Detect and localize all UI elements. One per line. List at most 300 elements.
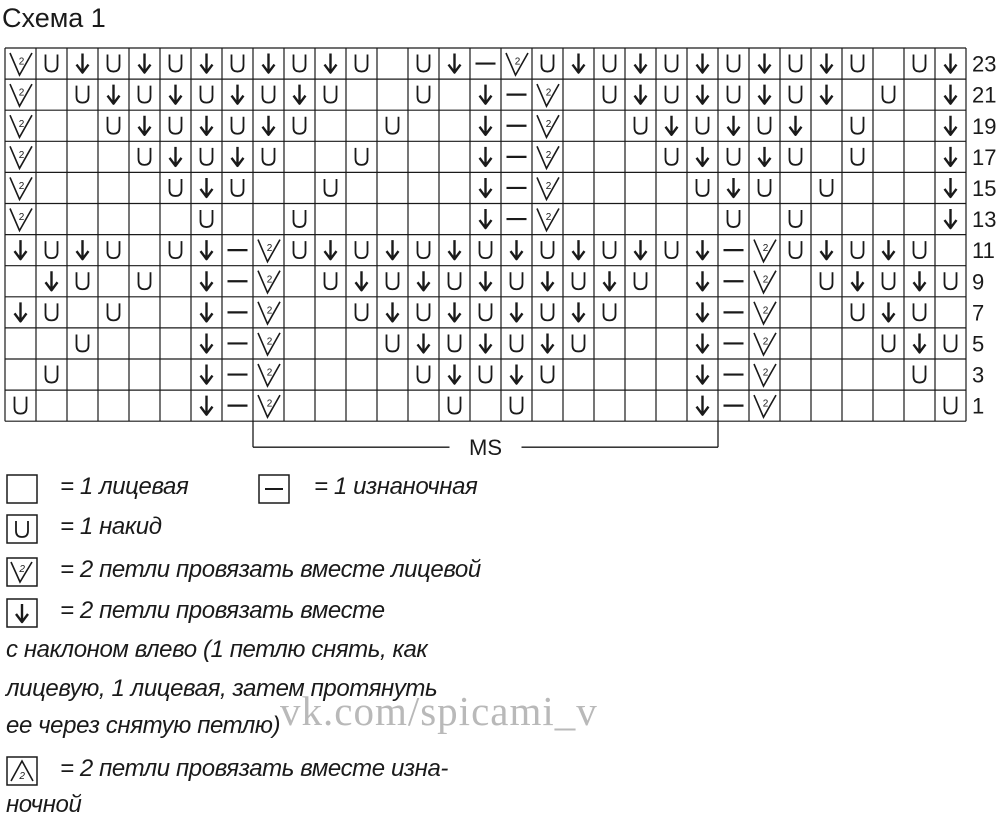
chart-cell	[511, 302, 523, 321]
chart-cell	[754, 364, 776, 386]
yarn-over-icon	[418, 366, 430, 383]
yarn-over-icon	[914, 55, 926, 72]
chart-cell	[666, 55, 678, 72]
yarn-over-icon	[356, 303, 368, 320]
chart-cell	[506, 53, 528, 75]
ssk-icon	[697, 365, 709, 384]
chart-cell	[263, 116, 275, 135]
ssk-icon	[852, 271, 864, 290]
yarn-over-icon	[883, 334, 895, 351]
yarn-over-icon	[356, 55, 368, 72]
chart-cell	[821, 85, 833, 104]
yarn-over-icon	[821, 179, 833, 196]
chart-cell	[759, 85, 771, 104]
chart-cell	[945, 272, 957, 289]
ssk-icon	[697, 271, 709, 290]
legend-ssk-text-4: ее через снятую петлю)	[6, 712, 281, 739]
chart-cell	[697, 117, 709, 134]
ssk-icon	[387, 302, 399, 321]
ssk-icon	[759, 85, 771, 104]
chart-cell	[697, 365, 709, 384]
chart-cell	[666, 86, 678, 103]
ssk-icon	[232, 85, 244, 104]
yarn-over-icon	[108, 55, 120, 72]
chart-cell	[201, 86, 213, 103]
chart-cell	[759, 179, 771, 196]
legend-ssk-text-3: лицевую, 1 лицевая, затем протянуть	[6, 675, 438, 702]
yarn-over-icon	[635, 117, 647, 134]
k2tog-number: 2	[18, 56, 25, 68]
ssk-icon	[480, 178, 492, 197]
chart-row-19	[10, 115, 957, 137]
k2tog-number: 2	[762, 336, 769, 348]
legend-knit-text: = 1 лицевая	[60, 473, 189, 500]
yarn-over-icon	[294, 117, 306, 134]
repeat-bracket	[253, 421, 718, 460]
chart-cell	[263, 148, 275, 165]
k2tog-number: 2	[18, 180, 25, 192]
chart-cell	[139, 54, 151, 73]
k2tog-number: 2	[762, 367, 769, 379]
ssk-icon	[945, 209, 957, 228]
yarn-over-icon	[387, 334, 399, 351]
yarn-over-icon	[945, 272, 957, 289]
ssk-icon	[263, 116, 275, 135]
chart-cell	[480, 303, 492, 320]
chart-cell	[542, 333, 554, 352]
yarn-over-icon	[418, 86, 430, 103]
yarn-over-icon	[542, 241, 554, 258]
watermark: vk.com/spicami_v	[280, 688, 598, 734]
yarn-over-icon	[294, 55, 306, 72]
yarn-over-icon	[201, 210, 213, 227]
row-number-label: 17	[972, 144, 997, 170]
chart-row-13	[10, 209, 957, 231]
yarn-over-icon	[666, 86, 678, 103]
yarn-over-icon	[449, 272, 461, 289]
ssk-icon	[821, 54, 833, 73]
yarn-over-icon	[883, 272, 895, 289]
chart-row-17	[10, 146, 957, 168]
chart-cell	[604, 303, 616, 320]
chart-row-21	[10, 84, 957, 106]
ssk-icon	[77, 240, 89, 259]
yarn-over-icon	[790, 210, 802, 227]
chart-cell	[852, 303, 864, 320]
yarn-over-icon	[325, 272, 337, 289]
chart-cell	[480, 209, 492, 228]
chart-cell	[754, 271, 776, 293]
chart-cell	[821, 179, 833, 196]
yarn-over-icon	[480, 366, 492, 383]
ssk-icon	[821, 85, 833, 104]
ssk-icon	[511, 240, 523, 259]
yarn-over-icon	[170, 117, 182, 134]
chart-cell	[449, 302, 461, 321]
yarn-over-icon	[139, 272, 151, 289]
yarn-over-icon	[46, 366, 58, 383]
yarn-over-icon	[666, 241, 678, 258]
chart-cell	[883, 272, 895, 289]
chart-cell	[697, 240, 709, 259]
yarn-over-icon	[387, 272, 399, 289]
chart-cell	[263, 54, 275, 73]
chart-cell	[754, 333, 776, 355]
ssk-icon	[542, 271, 554, 290]
k2tog-number: 2	[545, 180, 552, 192]
yarn-over-icon	[108, 303, 120, 320]
yarn-over-icon	[449, 397, 461, 414]
chart-cell	[449, 334, 461, 351]
yarn-over-icon	[542, 366, 554, 383]
k2tog-number: 2	[266, 274, 273, 286]
chart-cell	[537, 84, 559, 106]
yarn-over-icon	[883, 86, 895, 103]
ssk-icon	[728, 116, 740, 135]
chart-cell	[77, 54, 89, 73]
yarn-over-symbol-icon	[6, 514, 38, 544]
chart-cell	[542, 55, 554, 72]
chart-cell	[852, 241, 864, 258]
chart-cell	[170, 147, 182, 166]
chart-cell	[511, 334, 523, 351]
ssk-icon	[325, 240, 337, 259]
chart-cell	[77, 272, 89, 289]
chart-cell	[604, 271, 616, 290]
k2tog-number: 2	[762, 305, 769, 317]
chart-cell	[356, 303, 368, 320]
ssk-icon	[697, 85, 709, 104]
chart-cell	[10, 84, 32, 106]
chart-cell	[635, 240, 647, 259]
chart-cell	[449, 240, 461, 259]
chart-cell	[511, 272, 523, 289]
row-number-label: 11	[972, 238, 995, 264]
yarn-over-icon	[511, 272, 523, 289]
chart-cell	[418, 55, 430, 72]
chart-cell	[201, 178, 213, 197]
ssk-icon	[201, 302, 213, 321]
ssk-icon	[883, 240, 895, 259]
yarn-over-icon	[542, 55, 554, 72]
ssk-icon	[201, 333, 213, 352]
chart-cell	[258, 364, 280, 386]
chart-cell	[258, 240, 280, 262]
ssk-icon	[449, 54, 461, 73]
chart-cell	[170, 117, 182, 134]
ssk-icon	[201, 178, 213, 197]
k2tog-number: 2	[266, 398, 273, 410]
chart-row-5	[77, 333, 957, 355]
yarn-over-icon	[604, 303, 616, 320]
chart-cell	[542, 241, 554, 258]
chart-cell	[108, 85, 120, 104]
chart-cell	[46, 55, 58, 72]
chart-cell	[480, 333, 492, 352]
chart-cell	[108, 55, 120, 72]
chart-cell	[604, 55, 616, 72]
chart-cell	[573, 272, 585, 289]
row-number-label: 9	[972, 269, 985, 295]
yarn-over-icon	[170, 241, 182, 258]
chart-cell	[108, 303, 120, 320]
chart-cell	[418, 303, 430, 320]
chart-cell	[325, 179, 337, 196]
chart-cell	[697, 85, 709, 104]
yarn-over-icon	[170, 55, 182, 72]
chart-cell	[511, 397, 523, 414]
chart-cell	[635, 272, 647, 289]
chart-cell	[232, 179, 244, 196]
k2tog-number: 2	[545, 87, 552, 99]
chart-cell	[511, 240, 523, 259]
chart-cell	[914, 366, 926, 383]
ssk-icon	[573, 240, 585, 259]
yarn-over-icon	[170, 179, 182, 196]
chart-cell	[573, 334, 585, 351]
ssk-icon	[201, 240, 213, 259]
yarn-over-icon	[790, 241, 802, 258]
yarn-over-icon	[945, 397, 957, 414]
chart-cell	[759, 117, 771, 134]
chart-cell	[945, 147, 957, 166]
chart-cell	[697, 147, 709, 166]
yarn-over-icon	[325, 86, 337, 103]
yarn-over-icon	[418, 55, 430, 72]
chart-cell	[139, 116, 151, 135]
chart-cell	[449, 54, 461, 73]
yarn-over-icon	[604, 55, 616, 72]
repeat-label: MS	[469, 435, 502, 461]
chart-cell	[883, 334, 895, 351]
chart-cell	[883, 86, 895, 103]
chart-cell	[170, 55, 182, 72]
yarn-over-icon	[759, 117, 771, 134]
ssk-icon	[387, 240, 399, 259]
chart-cell	[201, 271, 213, 290]
chart-cell	[10, 146, 32, 168]
chart-cell	[511, 365, 523, 384]
k2tog-number: 2	[762, 274, 769, 286]
chart-cell	[573, 54, 585, 73]
row-number-label: 19	[972, 113, 997, 139]
ssk-icon	[201, 396, 213, 415]
legend-yarn-over-text: = 1 накид	[60, 513, 162, 540]
ssk-icon	[697, 396, 709, 415]
chart-cell	[356, 55, 368, 72]
chart-cell	[759, 147, 771, 166]
yarn-over-icon	[945, 334, 957, 351]
chart-row-23	[10, 53, 957, 75]
yarn-over-icon	[728, 86, 740, 103]
yarn-over-icon	[635, 272, 647, 289]
chart-cell	[294, 210, 306, 227]
chart-cell	[914, 55, 926, 72]
chart-cell	[945, 85, 957, 104]
ssk-icon	[480, 333, 492, 352]
yarn-over-icon	[46, 55, 58, 72]
chart-cell	[697, 179, 709, 196]
chart-cell	[852, 55, 864, 72]
chart-cell	[170, 85, 182, 104]
chart-cell	[945, 116, 957, 135]
chart-cell	[201, 240, 213, 259]
chart-cell	[418, 366, 430, 383]
chart-cell	[914, 271, 926, 290]
ssk-icon	[697, 302, 709, 321]
k2tog-number: 2	[266, 367, 273, 379]
chart-cell	[294, 55, 306, 72]
yarn-over-icon	[573, 334, 585, 351]
chart-cell	[480, 85, 492, 104]
ssk-icon	[945, 178, 957, 197]
yarn-over-icon	[232, 117, 244, 134]
chart-cell	[294, 85, 306, 104]
yarn-over-icon	[46, 241, 58, 258]
chart-cell	[728, 86, 740, 103]
yarn-over-icon	[232, 179, 244, 196]
chart-cell	[635, 85, 647, 104]
yarn-over-icon	[511, 334, 523, 351]
chart-cell	[258, 333, 280, 355]
yarn-over-icon	[666, 148, 678, 165]
chart-cell	[914, 333, 926, 352]
chart-cell	[728, 116, 740, 135]
chart-cell	[232, 55, 244, 72]
ssk-icon	[201, 116, 213, 135]
k2tog-number: 2	[18, 212, 25, 224]
ssk-icon	[790, 116, 802, 135]
chart-cell	[201, 210, 213, 227]
yarn-over-icon	[108, 241, 120, 258]
chart-cell	[666, 148, 678, 165]
chart-cell	[542, 303, 554, 320]
chart-cell	[139, 86, 151, 103]
yarn-over-icon	[728, 148, 740, 165]
yarn-over-icon	[46, 303, 58, 320]
chart-cell	[604, 241, 616, 258]
yarn-over-icon	[759, 179, 771, 196]
yarn-over-icon	[201, 148, 213, 165]
yarn-over-icon	[325, 179, 337, 196]
yarn-over-icon	[790, 86, 802, 103]
chart-cell	[852, 117, 864, 134]
yarn-over-icon	[201, 86, 213, 103]
ssk-icon	[139, 54, 151, 73]
yarn-over-icon	[387, 117, 399, 134]
yarn-over-icon	[666, 55, 678, 72]
chart-cell	[294, 241, 306, 258]
yarn-over-icon	[356, 241, 368, 258]
chart-cell	[790, 116, 802, 135]
chart-cell	[666, 116, 678, 135]
chart-cell	[201, 302, 213, 321]
chart-cell	[263, 86, 275, 103]
chart-cell	[697, 333, 709, 352]
chart-cell	[821, 272, 833, 289]
chart-cell	[542, 366, 554, 383]
chart-cell	[170, 241, 182, 258]
chart-cell	[480, 116, 492, 135]
yarn-over-icon	[15, 397, 27, 414]
ssk-symbol-icon	[6, 598, 38, 628]
chart-cell	[914, 241, 926, 258]
yarn-over-icon	[294, 241, 306, 258]
chart-cell	[728, 148, 740, 165]
ssk-icon	[480, 147, 492, 166]
chart-cell	[883, 302, 895, 321]
ssk-icon	[914, 333, 926, 352]
chart-cell	[537, 177, 559, 199]
yarn-over-icon	[852, 148, 864, 165]
chart-cell	[852, 148, 864, 165]
legend-purl-text: = 1 изнаночная	[314, 473, 478, 500]
yarn-over-icon	[294, 210, 306, 227]
ssk-icon	[635, 54, 647, 73]
chart-cell	[728, 55, 740, 72]
ssk-icon	[945, 85, 957, 104]
chart-cell	[754, 302, 776, 324]
chart-cell	[15, 240, 27, 259]
yarn-over-icon	[604, 86, 616, 103]
p2tog-symbol-icon	[6, 756, 38, 786]
chart-cell	[387, 334, 399, 351]
chart-cell	[258, 302, 280, 324]
k2tog-number: 2	[18, 87, 25, 99]
chart-cell	[790, 148, 802, 165]
ssk-icon	[945, 147, 957, 166]
chart-cell	[258, 395, 280, 417]
ssk-icon	[883, 302, 895, 321]
ssk-icon	[77, 54, 89, 73]
chart-cell	[77, 86, 89, 103]
chart-cell	[604, 86, 616, 103]
chart-cell	[232, 147, 244, 166]
k2tog-number: 2	[545, 149, 552, 161]
chart-cell	[883, 240, 895, 259]
ssk-icon	[449, 302, 461, 321]
chart-cell	[356, 241, 368, 258]
chart-row-1	[15, 395, 957, 417]
k2tog-number: 2	[514, 56, 521, 68]
chart-cell	[201, 116, 213, 135]
ssk-icon	[170, 85, 182, 104]
chart-cell	[10, 53, 32, 75]
ssk-icon	[573, 302, 585, 321]
ssk-icon	[325, 54, 337, 73]
yarn-over-icon	[852, 55, 864, 72]
k2tog-number: 2	[18, 149, 25, 161]
ssk-icon	[666, 116, 678, 135]
chart-cell	[480, 271, 492, 290]
k2tog-symbol-icon	[6, 557, 38, 587]
ssk-icon	[480, 271, 492, 290]
ssk-icon	[604, 271, 616, 290]
ssk-icon	[914, 271, 926, 290]
ssk-icon	[480, 209, 492, 228]
chart-cell	[480, 147, 492, 166]
yarn-over-icon	[852, 241, 864, 258]
chart-cell	[666, 241, 678, 258]
yarn-over-icon	[728, 55, 740, 72]
chart-cell	[325, 240, 337, 259]
yarn-over-icon	[480, 303, 492, 320]
k2tog-number: 2	[762, 398, 769, 410]
chart-cell	[201, 365, 213, 384]
yarn-over-icon	[604, 241, 616, 258]
chart-cell	[15, 302, 27, 321]
ssk-icon	[15, 240, 27, 259]
